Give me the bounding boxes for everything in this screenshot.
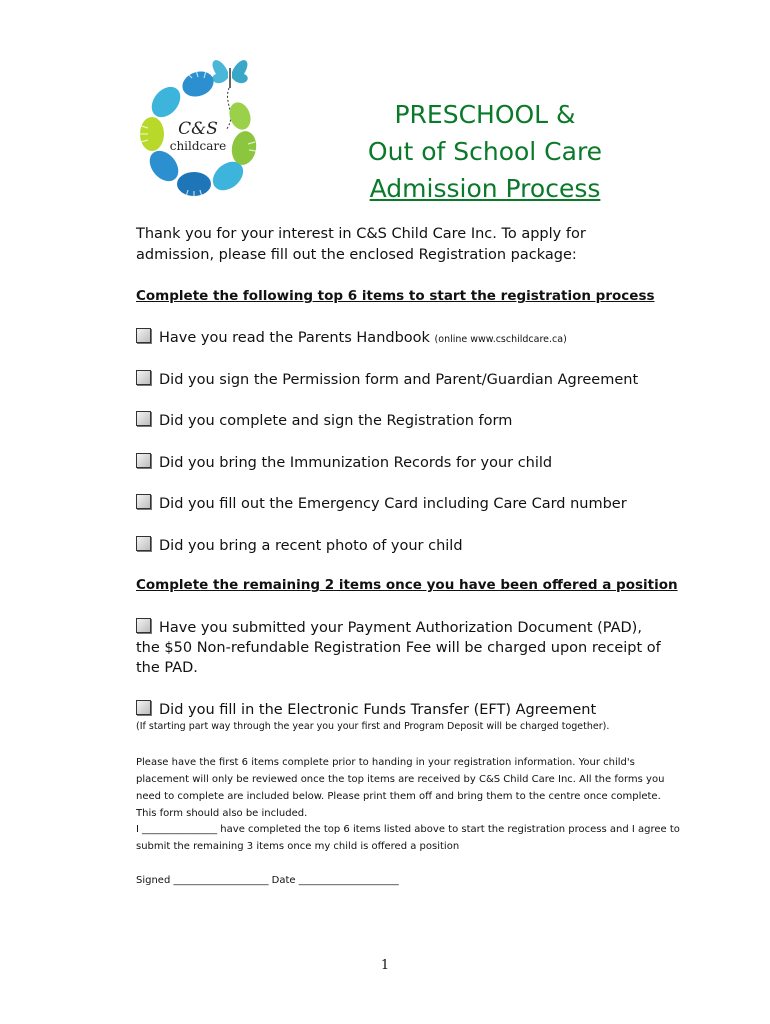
checklist-item — [136, 700, 676, 720]
checklist-item — [136, 494, 676, 514]
document-title — [330, 96, 640, 207]
checklist-item — [136, 328, 676, 350]
checkbox[interactable] — [136, 370, 151, 385]
logo-brand-text: C&S — [178, 119, 218, 139]
item-text: Did you complete and sign the Registration form — [159, 413, 513, 429]
section-2-heading: Complete the remaining 2 items once you have been offered a position — [136, 577, 678, 593]
item-text: Did you fill out the Emergency Card including Care Card number — [159, 496, 627, 512]
item-text: Have you submitted your Payment Authorization Document (PAD), the $50 Non-refundable Registration Fee will be charged upon receipt of the PAD. — [136, 620, 661, 676]
checklist-item — [136, 453, 676, 473]
checkbox[interactable] — [136, 700, 151, 715]
signature-line: Signed ___________________ Date ____________________ — [136, 875, 399, 886]
checklist-item — [136, 370, 676, 390]
checkbox[interactable] — [136, 453, 151, 468]
cs-childcare-logo — [128, 44, 268, 204]
logo-brand-subtext: childcare — [169, 139, 227, 153]
title-line-3: Admission Process — [369, 174, 601, 203]
agreement-statement: I _______________ have completed the top 6 items listed above to start the registration process and I agree to submit the remaining 3 items once my child is offered a position — [136, 824, 680, 852]
checklist-item — [136, 411, 676, 431]
section-1-heading: Complete the following top 6 items to start the registration process — [136, 288, 655, 304]
checkbox[interactable] — [136, 536, 151, 551]
item-note: (online www.cschildcare.ca) — [434, 334, 567, 345]
item-text: Have you read the Parents Handbook — [159, 330, 430, 346]
item-text: Did you fill in the Electronic Funds Transfer (EFT) Agreement — [159, 702, 597, 718]
closing-paragraph: Please have the first 6 items complete prior to handing in your registration information. Your child's placement will only be reviewed once the top items are received by C&S Child Care Inc. All the forms you need to complete are included below. Please print them off and bring them to the centre once complete. This form should also be included. — [136, 757, 665, 819]
intro-paragraph: Thank you for your interest in C&S Child Care Inc. To apply for admission, please fill out the enclosed Registration package: — [136, 226, 586, 263]
checkbox[interactable] — [136, 494, 151, 509]
checkbox[interactable] — [136, 411, 151, 426]
item-text: Did you bring a recent photo of your child — [159, 538, 463, 554]
checklist-item — [136, 536, 676, 556]
title-line-1: PRESCHOOL & — [394, 100, 576, 129]
handprint-wreath-logo — [128, 44, 268, 204]
title-line-2: Out of School Care — [367, 137, 603, 166]
page-number: 1 — [380, 958, 390, 973]
checkbox[interactable] — [136, 328, 151, 343]
eft-note: (If starting part way through the year you your first and Program Deposit will be charged together). — [136, 721, 610, 732]
item-text: Did you bring the Immunization Records for your child — [159, 455, 553, 471]
checkbox[interactable] — [136, 618, 151, 633]
checklist-item — [136, 618, 661, 678]
item-text: Did you sign the Permission form and Parent/Guardian Agreement — [159, 372, 639, 388]
